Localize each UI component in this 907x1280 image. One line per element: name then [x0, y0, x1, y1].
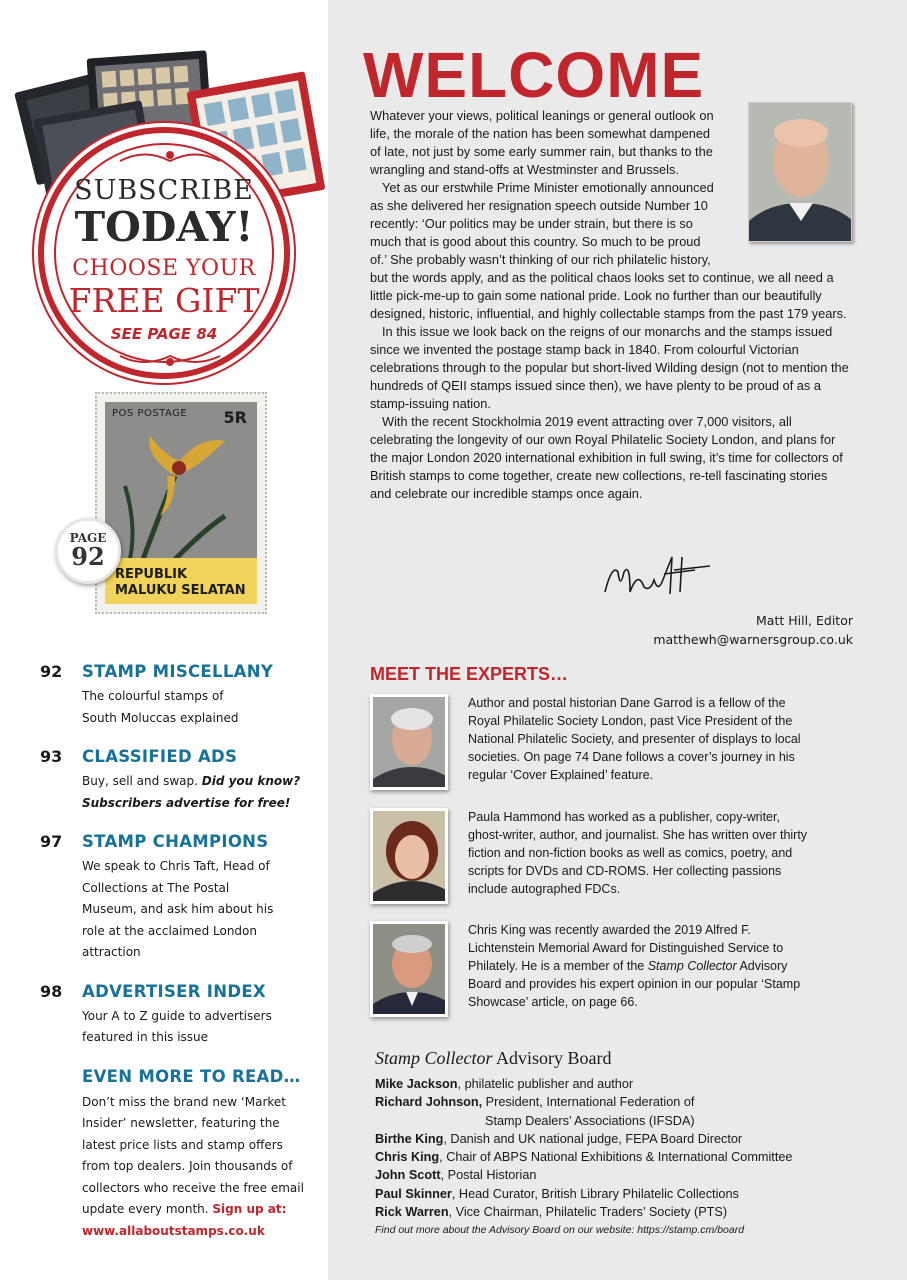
welcome-paragraph: With the recent Stockholmia 2019 event attracting over 7,000 visitors, all celebrating the longevity of our own Royal Philatelic Society London, and plans for the major London 2020 international exhibition in full swing, it’s time for collectors of British stamps to come together, create new collections, re-tell fascinating stories and celebrate our incredible stamps once again.	[370, 414, 843, 501]
member-name: Rick Warren	[375, 1205, 449, 1220]
board-member	[375, 1075, 845, 1093]
expert-photo-chris	[370, 921, 448, 1017]
welcome-paragraph: Whatever your views, political leanings or general outlook on life, the morale of the nation has been somewhat dampened of late, not just by some early summer rain, but thanks to the wrangling and stand-offs at Westminster and Brussels.	[370, 108, 714, 177]
advisory-board-heading	[375, 1048, 612, 1069]
member-name: Mike Jackson	[375, 1077, 458, 1091]
member-name: John Scott	[375, 1168, 441, 1183]
welcome-paragraph: In this issue we look back on the reigns of our monarchs and the stamps issued since we invented the postage stamp back in 1840. From colourful Victorian celebrations through to the popular but short-lived Wilding design (not to mention the hundreds of QEII stamps issued since then), we have plenty to be proud of as a stamp-issuing nation.	[370, 324, 849, 411]
maluku-stamp-image	[95, 392, 267, 614]
contents-item[interactable]	[40, 982, 320, 1049]
expert-bio-italic: Stamp Collector	[647, 959, 737, 973]
board-title-rest: Advisory Board	[496, 1048, 612, 1068]
page-92-badge[interactable]	[55, 518, 121, 584]
board-member	[375, 1093, 845, 1130]
contents-title[interactable]: ADVERTISER INDEX	[82, 981, 266, 1001]
meet-experts-heading: MEET THE EXPERTS…	[370, 664, 569, 684]
today-heading: TODAY!	[74, 203, 254, 251]
member-role: , Chair of ABPS National Exhibitions & International Committee	[439, 1150, 793, 1165]
welcome-paragraph: Yet as our erstwhile Prime Minister emotionally announced as she delivered her resignation speech outside Number 10 recently: ‘Our politics may be under strain, but there is so much that is good about this country. So much to be proud of.’ She probably wasn’t thinking of our rich philatelic history, but the words apply, and as the political chaos looks set to continue, we all need a little pick-me-up to gain some national pride. Look no further than our beautifully designed, historic, influential, and highly collectable stamps from the past 179 years.	[370, 180, 847, 321]
member-name: Chris King	[375, 1150, 440, 1165]
member-role: , Head Curator, British Library Philatelic Collections	[451, 1186, 739, 1201]
welcome-article	[370, 107, 852, 503]
board-title-italic: Stamp Collector	[375, 1048, 493, 1068]
member-role: , Danish and UK national judge, FEPA Board Director	[443, 1131, 743, 1146]
even-more-text	[82, 1092, 314, 1243]
contents-item[interactable]	[40, 747, 320, 814]
stamp-country-line2: MALUKU SELATAN	[115, 583, 246, 598]
stamp-value-text: 5R	[223, 408, 247, 427]
expert-portrait-icon	[373, 697, 448, 790]
expert-bio-part: Advisory Board and provides his expert opinion in our popular ‘Stamp Showcase’ article, on page 66.	[468, 959, 801, 1009]
subscribe-heading: SUBSCRIBE	[74, 175, 254, 206]
welcome-heading: WELCOME	[363, 39, 705, 111]
contents-desc-text: We speak to Chris Taft, Head of Collections at The Postal Museum, and ask him about his role at the acclaimed London attraction	[82, 859, 274, 959]
board-member	[375, 1203, 845, 1221]
contents-desc-text: Your A to Z guide to advertisers featured in this issue	[82, 1008, 272, 1044]
expert-photo-paula	[370, 808, 448, 904]
contents-item[interactable]	[40, 662, 320, 729]
contents-title[interactable]: CLASSIFIED ADS	[82, 747, 238, 766]
member-name: Richard Johnson,	[375, 1095, 483, 1110]
contents-page-number: 97	[40, 832, 63, 851]
board-member	[375, 1148, 845, 1166]
board-member	[375, 1185, 845, 1203]
editor-signature	[600, 552, 720, 622]
contents-desc-bold: Did you know? Subscribers advertise for free!	[82, 774, 301, 810]
subscribe-seal[interactable]	[38, 127, 290, 379]
board-member	[375, 1130, 845, 1148]
contents-title[interactable]: STAMP CHAMPIONS	[82, 832, 269, 851]
expert-bio-part: Chris King was recently awarded the 2019 Alfred F. Lichtenstein Memorial Award for Distinguished Service to Philately. He is a member of the	[468, 923, 784, 973]
board-member	[375, 1166, 845, 1184]
contents-desc-text: The colourful stamps of South Moluccas explained	[82, 689, 239, 725]
member-role: , philatelic publisher and author	[457, 1077, 634, 1091]
editor-name: Matt Hill, Editor	[756, 613, 853, 628]
contents-description	[82, 686, 320, 729]
member-name: Paul Skinner	[375, 1186, 452, 1201]
board-website-note[interactable]: Find out more about the Advisory Board on our website: https://stamp.cm/board	[375, 1224, 745, 1236]
advisory-board-list	[375, 1075, 845, 1221]
contents-page-number: 93	[40, 747, 63, 766]
member-role-cont: Stamp Dealers’ Associations (IFSDA)	[485, 1113, 695, 1128]
ornament-bottom-icon	[110, 348, 230, 372]
sign-up-link[interactable]: Sign up at: www.allaboutstamps.co.uk	[82, 1202, 287, 1238]
expert-bio: Paula Hammond has worked as a publisher, copy-writer, ghost-writer, author, and journalist. She has written over thirty fiction and non-fiction books as well as comics, poetry, and scripts for DVDs and CD-ROMS. Her collecting passions include autographed FDCs.	[468, 810, 808, 896]
member-role: , Vice Chairman, Philatelic Traders’ Society (PTS)	[448, 1205, 728, 1220]
page-badge-label: PAGE	[69, 531, 107, 545]
contents-item[interactable]	[40, 832, 320, 964]
ornament-icon	[110, 143, 230, 173]
contents-description	[82, 771, 320, 814]
contents-title[interactable]: STAMP MISCELLANY	[82, 662, 274, 681]
expert-bio: Author and postal historian Dane Garrod is a fellow of the Royal Philatelic Society London, past Vice President of the National Philatelic Society, and presenter of displays to local societies. On page 74 Dane follows a cover’s journey in his regular ‘Cover Explained’ feature.	[468, 696, 801, 782]
member-name: Birthe King	[375, 1131, 444, 1146]
free-gift-text: FREE GIFT	[68, 281, 260, 320]
contents-description	[82, 1006, 320, 1049]
editor-email[interactable]: matthewh@warnersgroup.co.uk	[653, 632, 853, 647]
even-more-heading: EVEN MORE TO READ…	[82, 1066, 301, 1086]
subscribe-promo[interactable]	[10, 45, 325, 375]
see-page-link[interactable]: SEE PAGE 84	[110, 325, 218, 343]
expert-photo-dane	[370, 694, 448, 790]
expert-bio	[468, 921, 818, 1011]
contents-page-number: 98	[40, 981, 63, 1001]
page-badge-number: 92	[71, 542, 105, 571]
member-role: , Postal Historian	[440, 1168, 537, 1183]
photo-spacer	[717, 107, 852, 257]
choose-your-text: CHOOSE YOUR	[72, 256, 256, 281]
newsletter-text: Don’t miss the brand new ‘Market Insider’ newsletter, featuring the latest price lists and stamp offers from top dealers. Join thousands of collectors who receive the free email update every month.	[82, 1094, 304, 1216]
contents-description	[82, 856, 320, 964]
contents-desc-text: Buy, sell and swap.	[82, 774, 198, 788]
expert-portrait-icon	[373, 924, 448, 1017]
member-role: President, International Federation of	[482, 1095, 695, 1110]
stamp-pos-postage-text: POS POSTAGE	[112, 408, 188, 419]
contents-list	[40, 662, 320, 1242]
contents-page-number: 92	[40, 662, 63, 681]
expert-portrait-icon	[373, 811, 448, 904]
stamp-country-line1: REPUBLIK	[115, 567, 188, 582]
